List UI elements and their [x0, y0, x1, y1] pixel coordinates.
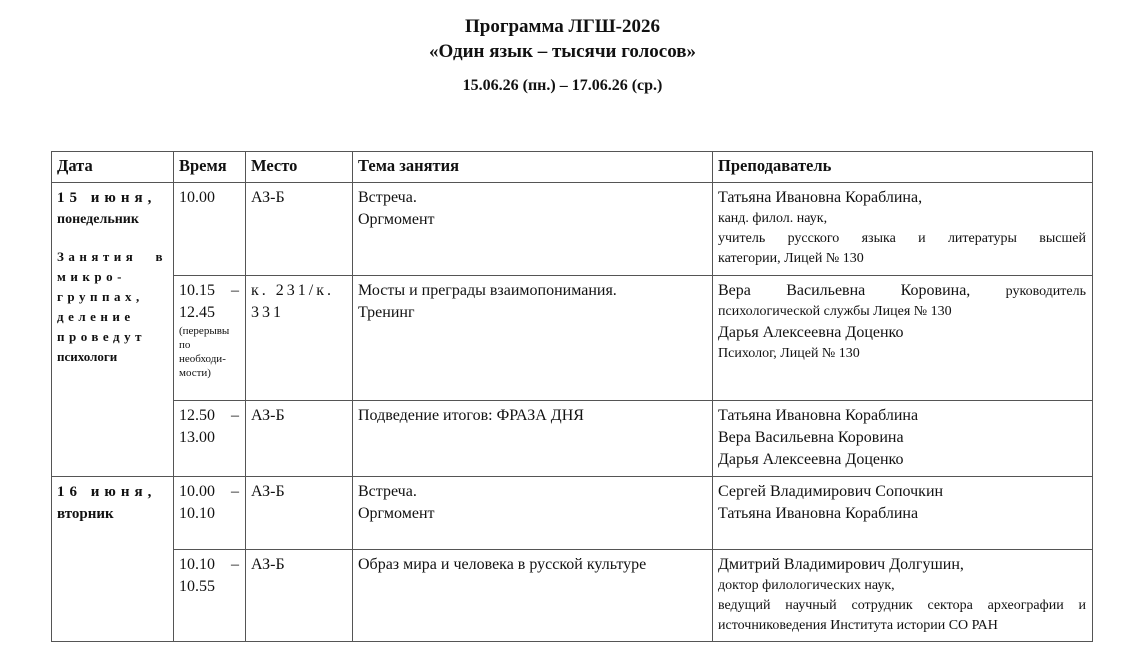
topic-line: Тренинг — [358, 304, 415, 321]
time-cell — [174, 550, 246, 642]
column-header-date: Дата — [52, 152, 174, 183]
topic-line: Оргмомент — [358, 211, 435, 228]
table-row — [52, 401, 1093, 477]
teacher-degree: канд. филол. наук, — [718, 211, 828, 226]
time-note: (перерывы по необходи-мости) — [179, 325, 230, 379]
table-row — [52, 550, 1093, 642]
program-title: Программа ЛГШ-2026 — [465, 16, 660, 37]
teacher-cell — [713, 183, 1093, 276]
teacher-cell — [713, 550, 1093, 642]
table-header-row — [52, 152, 1093, 183]
topic-line: Мосты и преграды взаимопонимания. — [358, 282, 617, 299]
teacher-name: Вера Васильевна Коровина — [718, 429, 904, 446]
time-start: 12.50 – — [179, 407, 239, 424]
topic-cell: Подведение итогов: ФРАЗА ДНЯ — [353, 401, 713, 477]
teacher-name: Татьяна Ивановна Кораблина — [718, 407, 919, 424]
teacher-cell — [713, 276, 1093, 401]
teacher-name: Татьяна Ивановна Кораблина, — [718, 189, 923, 206]
schedule-table — [51, 151, 1093, 642]
time-cell — [174, 477, 246, 550]
time-start: 10.15 – — [179, 282, 239, 299]
day-note — [57, 247, 167, 367]
place-cell: АЗ-Б — [246, 477, 353, 550]
teacher-role: руководитель — [1005, 284, 1086, 299]
teacher-workplace: категории, Лицей № 130 — [718, 251, 864, 266]
day-note-end: психологи — [57, 349, 118, 364]
day-weekday: вторник — [57, 506, 114, 522]
place-text: к. 231/к. 331 — [251, 282, 334, 321]
teacher-position: учитель русского языка и литературы высшей — [718, 231, 1086, 246]
teacher-name: Дарья Алексеевна Доценко — [718, 451, 904, 468]
topic-cell — [353, 183, 713, 276]
teacher-role: психологической службы Лицея № 130 — [718, 304, 952, 319]
teacher-name: Сергей Владимирович Сопочкин — [718, 483, 944, 500]
teacher-workplace: источниковедения Института истории СО РАН — [718, 618, 998, 633]
place-cell: АЗ-Б — [246, 550, 353, 642]
teacher-line — [718, 280, 1086, 302]
document-header — [0, 14, 1125, 95]
day-date: 16 июня, — [57, 484, 157, 500]
time-end: 13.00 — [179, 429, 215, 446]
teacher-degree: доктор филологических наук, — [718, 578, 895, 593]
table-row — [52, 276, 1093, 401]
time-end: 10.10 — [179, 505, 215, 522]
time-start: 10.10 – — [179, 556, 239, 573]
teacher-name: Вера Васильевна Коровина, — [718, 282, 971, 299]
place-cell: АЗ-Б — [246, 183, 353, 276]
place-cell: АЗ-Б — [246, 401, 353, 477]
day-date: 15 июня, — [57, 190, 157, 206]
topic-line: Оргмомент — [358, 505, 435, 522]
time-end: 12.45 — [179, 304, 215, 321]
time-cell: 10.00 — [174, 183, 246, 276]
topic-line: Встреча. — [358, 189, 417, 206]
topic-cell — [353, 276, 713, 401]
day-weekday: понедельник — [57, 212, 139, 227]
time-start: 10.00 – — [179, 483, 239, 500]
topic-cell — [353, 477, 713, 550]
place-cell — [246, 276, 353, 401]
teacher-name: Татьяна Ивановна Кораблина — [718, 505, 919, 522]
topic-line: Встреча. — [358, 483, 417, 500]
table-row — [52, 477, 1093, 550]
teacher-cell — [713, 477, 1093, 550]
day-cell-tuesday — [52, 477, 174, 642]
teacher-role: Психолог, Лицей № 130 — [718, 346, 860, 361]
teacher-name: Дарья Алексеевна Доценко — [718, 324, 904, 341]
teacher-cell — [713, 401, 1093, 477]
column-header-topic: Тема занятия — [353, 152, 713, 183]
teacher-name: Дмитрий Владимирович Долгушин, — [718, 556, 964, 573]
column-header-place: Место — [246, 152, 353, 183]
time-cell — [174, 401, 246, 477]
time-end: 10.55 — [179, 578, 215, 595]
day-cell-monday — [52, 183, 174, 477]
day-note-text: Занятия в микро-группах, деление проведут — [57, 249, 167, 344]
column-header-time: Время — [174, 152, 246, 183]
program-subtitle: «Один язык – тысячи голосов» — [428, 41, 697, 62]
column-header-teacher: Преподаватель — [713, 152, 1093, 183]
table-row — [52, 183, 1093, 276]
teacher-position: ведущий научный сотрудник сектора археографии и — [718, 598, 1086, 613]
time-cell — [174, 276, 246, 401]
topic-cell: Образ мира и человека в русской культуре — [353, 550, 713, 642]
program-dates: 15.06.26 (пн.) – 17.06.26 (ср.) — [462, 77, 663, 94]
